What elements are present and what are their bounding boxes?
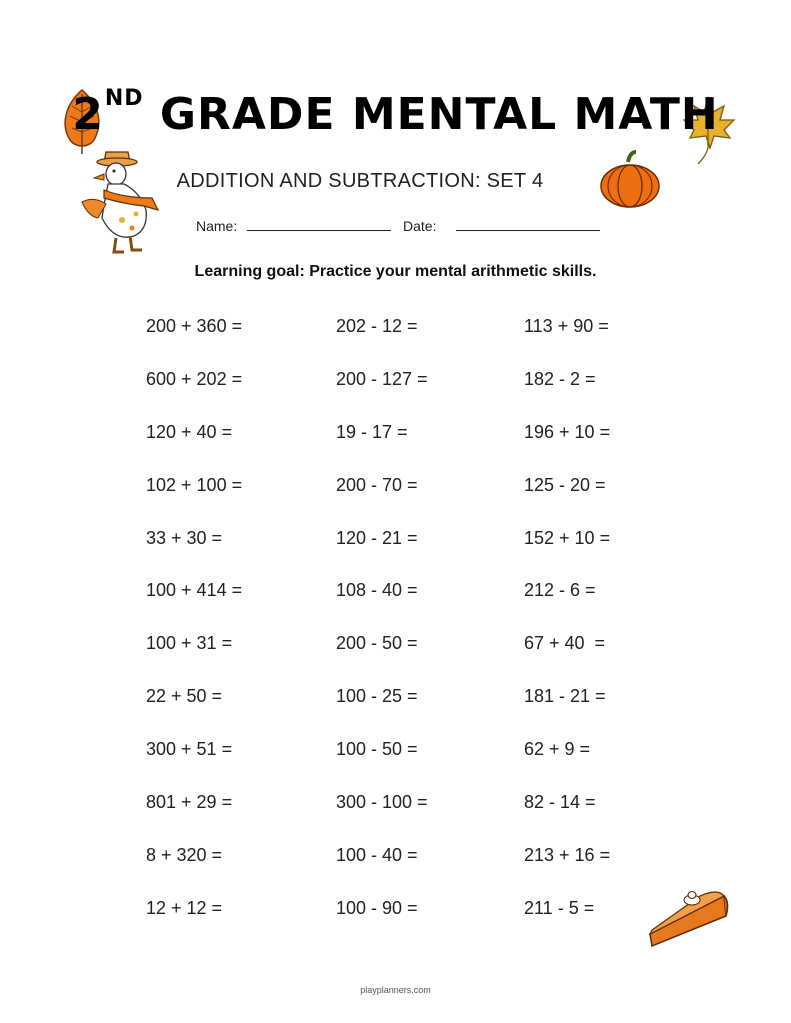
subtitle: ADDITION AND SUBTRACTION: SET 4: [176, 170, 544, 192]
page-title: 2ND GRADE MENTAL MATH: [72, 86, 719, 140]
name-field[interactable]: [247, 218, 391, 231]
goose-scarecrow-icon: [74, 144, 174, 260]
date-label: Date:: [403, 218, 437, 234]
name-label: Name:: [196, 218, 238, 234]
math-problem: 33 + 30 =: [146, 527, 223, 548]
problem-row: [146, 369, 666, 422]
math-problem: 600 + 202 =: [146, 368, 243, 389]
problem-row: [146, 422, 666, 475]
problem-grid: [146, 316, 666, 951]
math-problem: 82 - 14 =: [524, 792, 596, 813]
math-problem: 300 - 100 =: [336, 792, 428, 813]
math-problem: 12 + 12 =: [146, 897, 223, 918]
footer-brand: playplanners.com: [360, 985, 431, 995]
math-problem: 100 + 414 =: [146, 580, 243, 601]
math-problem: 200 - 127 =: [336, 368, 428, 389]
math-problem: 212 - 6 =: [524, 580, 596, 601]
math-problem: 67 + 40 =: [524, 633, 606, 654]
math-problem: 100 - 90 =: [336, 897, 418, 918]
learning-goal: Learning goal: Practice your mental arithmetic skills.: [194, 263, 597, 280]
math-problem: 213 + 16 =: [524, 844, 611, 865]
math-problem: 300 + 51 =: [146, 739, 233, 760]
problem-row: [146, 580, 666, 633]
problem-row: [146, 739, 666, 792]
date-field[interactable]: [456, 218, 600, 231]
problem-row: [146, 898, 666, 951]
math-problem: 125 - 20 =: [524, 474, 606, 495]
math-problem: 202 - 12 =: [336, 316, 418, 336]
problem-row: [146, 845, 666, 898]
math-problem: 100 - 25 =: [336, 686, 418, 707]
name-date-row: [196, 218, 600, 234]
math-problem: 182 - 2 =: [524, 368, 596, 389]
math-problem: 102 + 100 =: [146, 474, 243, 495]
math-problem: 100 - 40 =: [336, 844, 418, 865]
problem-row: [146, 316, 666, 369]
math-problem: 113 + 90 =: [524, 316, 609, 336]
math-problem: 120 - 21 =: [336, 527, 418, 548]
math-problem: 108 - 40 =: [336, 580, 418, 601]
math-problem: 801 + 29 =: [146, 792, 233, 813]
math-problem: 120 + 40 =: [146, 421, 233, 442]
problem-row: [146, 686, 666, 739]
math-problem: 8 + 320 =: [146, 844, 223, 865]
math-problem: 211 - 5 =: [524, 897, 595, 918]
math-problem: 22 + 50 =: [146, 686, 223, 707]
math-problem: 181 - 21 =: [524, 686, 606, 707]
math-problem: 200 + 360 =: [146, 316, 243, 336]
math-problem: 62 + 9 =: [524, 739, 591, 760]
math-problem: 200 - 50 =: [336, 633, 418, 654]
problem-row: [146, 792, 666, 845]
pie-slice-icon: [640, 880, 732, 954]
problem-row: [146, 633, 666, 686]
math-problem: 200 - 70 =: [336, 474, 418, 495]
problem-row: [146, 475, 666, 528]
math-problem: 19 - 17 =: [336, 421, 408, 442]
pumpkin-icon: [598, 150, 662, 210]
math-problem: 152 + 10 =: [524, 527, 611, 548]
math-problem: 100 - 50 =: [336, 739, 418, 760]
math-problem: 100 + 31 =: [146, 633, 233, 654]
problem-row: [146, 528, 666, 581]
math-problem: 196 + 10 =: [524, 421, 611, 442]
